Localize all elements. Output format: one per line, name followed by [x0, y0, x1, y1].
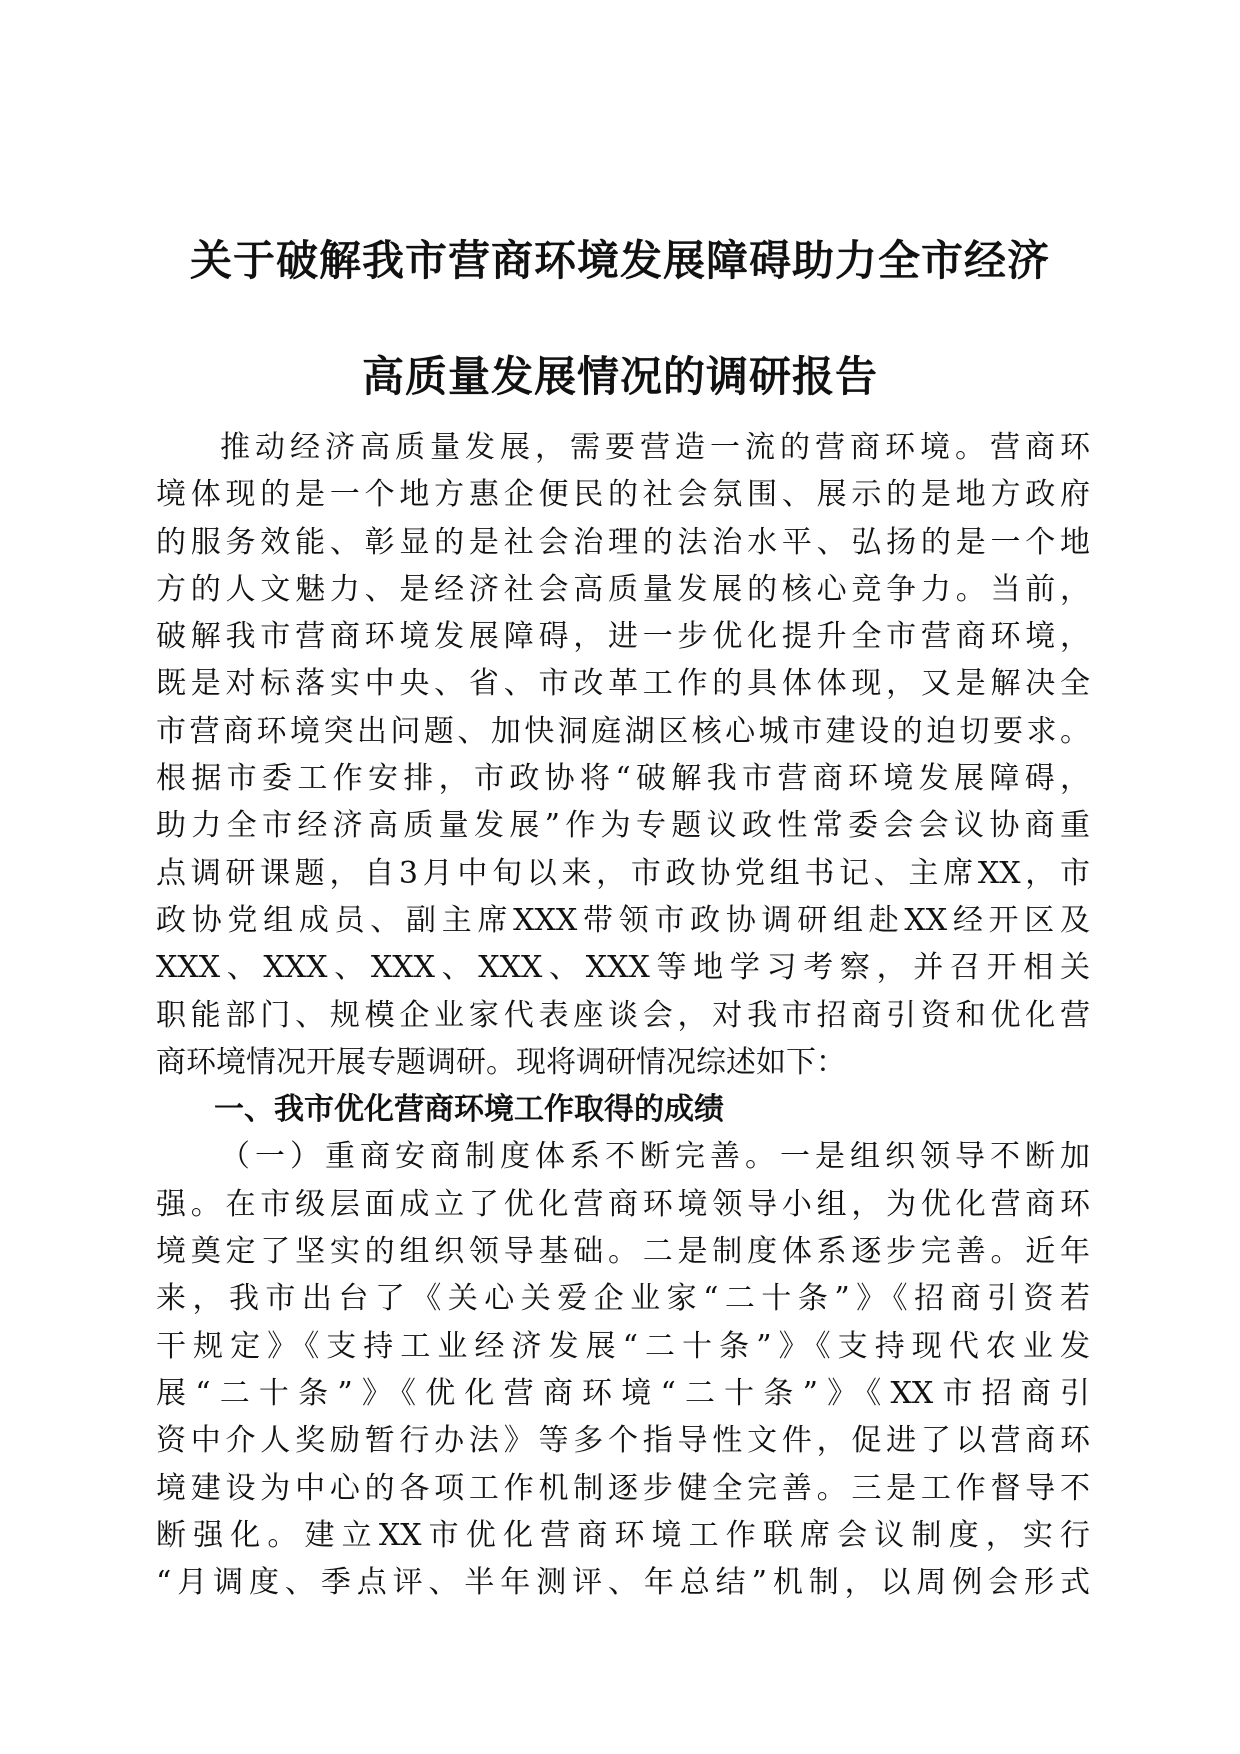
paragraph-line: 断强化。建立XX市优化营商环境工作联席会议制度，实行 — [156, 1517, 1090, 1553]
paragraph-line: （一）重商安商制度体系不断完善。一是组织领导不断加 — [220, 1139, 1090, 1175]
paragraph-line: 的服务效能、彰显的是社会治理的法治水平、弘扬的是一个地 — [156, 524, 1090, 560]
paragraph-section-1-1 — [156, 1133, 1090, 1606]
paragraph-line: 商环境情况开展专题调研。现将调研情况综述如下： — [156, 1044, 846, 1080]
paragraph-line: 助力全市经济高质量发展”作为专题议政性常委会会议协商重 — [156, 808, 1090, 844]
section-heading: 一、我市优化营商环境工作取得的成绩 — [214, 1092, 724, 1128]
document-body — [156, 424, 1090, 1606]
paragraph-line: 境建设为中心的各项工作机制逐步健全完善。三是工作督导不 — [156, 1470, 1090, 1506]
document-title-line-1: 关于破解我市营商环境发展障碍助力全市经济 — [189, 236, 1050, 285]
paragraph-introduction — [156, 424, 1090, 1086]
paragraph-line: “月调度、季点评、半年测评、年总结”机制，以周例会形式 — [156, 1565, 1090, 1601]
paragraph-line: XXX、XXX、XXX、XXX、XXX等地学习考察，并召开相关 — [156, 950, 1090, 986]
paragraph-line: 推动经济高质量发展，需要营造一流的营商环境。营商环 — [220, 430, 1090, 465]
paragraph-line: 干规定》《支持工业经济发展“二十条”》《支持现代农业发 — [156, 1328, 1090, 1364]
paragraph-line: 职能部门、规模企业家代表座谈会，对我市招商引资和优化营 — [156, 997, 1090, 1033]
paragraph-line: 既是对标落实中央、省、市改革工作的具体体现，又是解决全 — [156, 666, 1090, 702]
paragraph-line: 资中介人奖励暂行办法》等多个指导性文件，促进了以营商环 — [156, 1423, 1090, 1459]
paragraph-line: 政协党组成员、副主席XXX带领市政协调研组赴XX经开区及 — [156, 902, 1090, 938]
document-title-line-2: 高质量发展情况的调研报告 — [361, 352, 878, 401]
paragraph-line: 强。在市级层面成立了优化营商环境领导小组，为优化营商环 — [156, 1186, 1090, 1222]
paragraph-line: 破解我市营商环境发展障碍，进一步优化提升全市营商环境， — [156, 619, 1090, 655]
paragraph-line: 来，我市出台了《关心关爱企业家“二十条”》《招商引资若 — [156, 1281, 1090, 1317]
paragraph-line: 根据市委工作安排，市政协将“破解我市营商环境发展障碍， — [156, 761, 1090, 797]
paragraph-line: 境奠定了坚实的组织领导基础。二是制度体系逐步完善。近年 — [156, 1234, 1090, 1270]
paragraph-line: 展“二十条”》《优化营商环境“二十条”》《XX市招商引 — [156, 1375, 1090, 1411]
paragraph-line: 方的人文魅力、是经济社会高质量发展的核心竞争力。当前， — [156, 571, 1090, 607]
paragraph-line: 点调研课题，自3月中旬以来，市政协党组书记、主席XX，市 — [156, 855, 1090, 891]
paragraph-line: 境体现的是一个地方惠企便民的社会氛围、展示的是地方政府 — [156, 477, 1090, 513]
paragraph-line: 市营商环境突出问题、加快洞庭湖区核心城市建设的迫切要求。 — [156, 713, 1090, 749]
